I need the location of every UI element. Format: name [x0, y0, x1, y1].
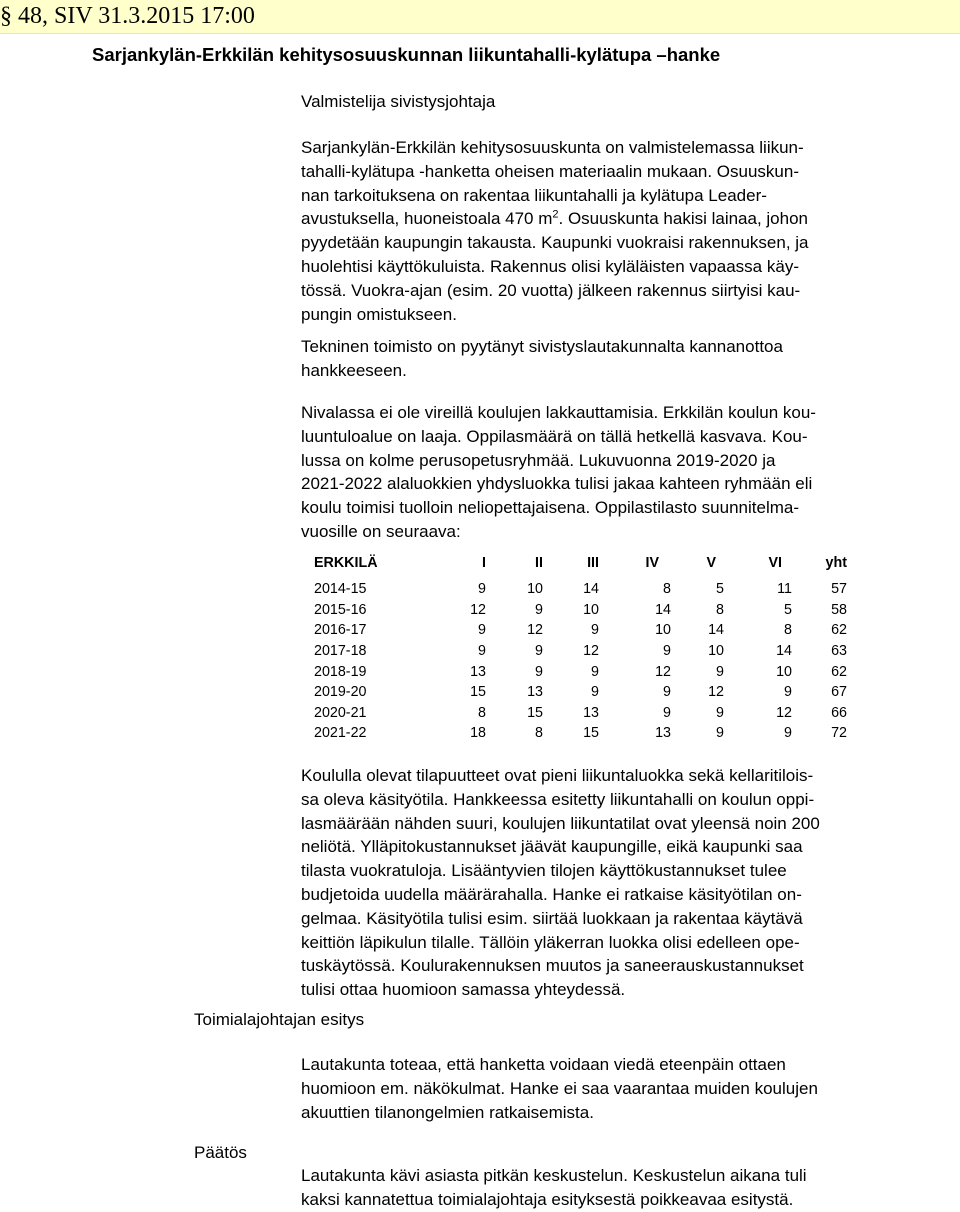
student-count-cell: 13 — [583, 704, 599, 721]
text-line: hankkeeseen. — [301, 360, 407, 380]
text-line: Lautakunta kävi asiasta pitkän keskustelun. Keskustelun aikana tuli — [301, 1166, 807, 1185]
student-count-cell: 9 — [478, 581, 486, 598]
student-count-cell: 9 — [716, 663, 724, 680]
table-header-cell: IV — [645, 555, 659, 571]
paragraph-school-status — [301, 401, 901, 544]
student-count-cell: 12 — [708, 684, 724, 701]
student-count-cell: 13 — [470, 663, 486, 680]
text-line: lussa on kolme perusopetusryhmää. Lukuvuonna 2019-2020 ja — [301, 450, 776, 470]
text-line: 2021-2022 alaluokkien yhdysluokka tulisi jakaa kahteen ryhmään eli — [301, 474, 813, 494]
student-count-cell: 9 — [535, 663, 543, 680]
school-year-cell: 2015-16 — [314, 601, 367, 618]
enrollment-table — [314, 555, 847, 744]
student-count-cell: 8 — [784, 622, 792, 639]
student-count-cell: 9 — [535, 643, 543, 660]
student-count-cell: 9 — [591, 663, 599, 680]
student-count-cell: 9 — [535, 601, 543, 618]
document-title: Sarjankylän-Erkkilän kehitysosuuskunnan liikuntahalli-kylätupa –hanke — [92, 44, 721, 65]
school-year-cell: 2017-18 — [314, 643, 367, 660]
student-count-cell: 12 — [655, 663, 671, 680]
student-count-cell: 15 — [527, 704, 543, 721]
text-line: Nivalassa ei ole vireillä koulujen lakkauttamisia. Erkkilän koulun kou- — [301, 403, 816, 422]
student-count-cell: 58 — [831, 601, 847, 618]
school-year-cell: 2021-22 — [314, 725, 367, 742]
text-line: pyydetään kaupungin takausta. Kaupunki vuokraisi rakennuksen, ja — [301, 233, 809, 253]
area-text-after: . Osuuskunta hakisi lainaa, johon — [558, 209, 809, 229]
text-line: keittiön läpikulun tilalle. Tällöin yläkerran luokka olisi edelleen ope- — [301, 932, 800, 952]
student-count-cell: 66 — [831, 704, 847, 721]
school-year-cell: 2020-21 — [314, 704, 367, 721]
text-line: lasmäärään nähden suuri, koulujen liikuntatilat ovat yleensä noin 200 — [301, 813, 820, 833]
table-header-cell: I — [482, 555, 486, 571]
table-header-row — [314, 555, 847, 579]
table-header-cell: V — [706, 555, 716, 571]
student-count-cell: 9 — [716, 704, 724, 721]
table-row — [314, 661, 847, 682]
text-line: neliötä. Ylläpitokustannukset jäävät kaupungille, eikä kaupunki saa — [301, 837, 803, 857]
text-line: huomioon em. näkökulmat. Hanke ei saa vaarantaa muiden koulujen — [301, 1078, 818, 1098]
student-count-cell: 63 — [831, 643, 847, 660]
student-count-cell: 57 — [831, 581, 847, 598]
table-header-cell: II — [535, 555, 543, 571]
student-count-cell: 10 — [583, 601, 599, 618]
text-line: luuntuloalue on laaja. Oppilasmäärä on tällä hetkellä kasvava. Kou- — [301, 426, 808, 446]
table-row — [314, 600, 847, 621]
school-year-cell: 2018-19 — [314, 663, 367, 680]
paragraph-decision — [301, 1164, 901, 1212]
area-superscript: 2 — [552, 208, 559, 221]
text-line: tilasta vuokratuloja. Lisääntyvien tilojen käyttökustannukset tulee — [301, 861, 787, 881]
student-count-cell: 9 — [663, 643, 671, 660]
section-header: § 48, SIV 31.3.2015 17:00 — [0, 3, 255, 29]
table-row — [314, 620, 847, 641]
student-count-cell: 5 — [784, 601, 792, 618]
text-line: tössä. Vuokra-ajan (esim. 20 vuotta) jälkeen rakennus siirtyisi kau- — [301, 280, 801, 300]
student-count-cell: 9 — [591, 684, 599, 701]
student-count-cell: 8 — [478, 704, 486, 721]
student-count-cell: 12 — [776, 704, 792, 721]
student-count-cell: 14 — [583, 581, 599, 598]
student-count-cell: 62 — [831, 622, 847, 639]
text-line: pungin omistukseen. — [301, 304, 457, 324]
student-count-cell: 14 — [655, 601, 671, 618]
student-count-cell: 72 — [831, 725, 847, 742]
proposal-label: Toimialajohtajan esitys — [194, 1010, 365, 1029]
student-count-cell: 13 — [655, 725, 671, 742]
area-text-before: avustuksella, huoneistoala 470 m — [301, 209, 553, 229]
student-count-cell: 10 — [655, 622, 671, 639]
table-row — [314, 703, 847, 724]
student-count-cell: 67 — [831, 684, 847, 701]
student-count-cell: 12 — [583, 643, 599, 660]
paragraph-technical-office — [301, 335, 901, 383]
student-count-cell: 10 — [527, 581, 543, 598]
preparer-text: Valmistelija sivistysjohtaja — [301, 92, 496, 111]
table-row — [314, 723, 847, 744]
student-count-cell: 10 — [708, 643, 724, 660]
table-header-cell: III — [587, 555, 599, 571]
text-line: budjetoida uudella määrärahalla. Hanke ei ratkaise käsityötilan on- — [301, 884, 802, 904]
text-line: gelmaa. Käsityötila tulisi esim. siirtää luokkaan ja rakentaa käytävä — [301, 908, 803, 928]
student-count-cell: 13 — [527, 684, 543, 701]
student-count-cell: 9 — [663, 704, 671, 721]
text-line: Tekninen toimisto on pyytänyt sivistyslautakunnalta kannanottoa — [301, 337, 783, 356]
student-count-cell: 14 — [708, 622, 724, 639]
student-count-cell: 8 — [535, 725, 543, 742]
table-header-cell: VI — [768, 555, 782, 571]
text-line: Lautakunta toteaa, että hanketta voidaan viedä eteenpäin ottaen — [301, 1055, 786, 1074]
student-count-cell: 9 — [591, 622, 599, 639]
student-count-cell: 5 — [716, 581, 724, 598]
student-count-cell: 9 — [478, 643, 486, 660]
text-line: nan tarkoituksena on rakentaa liikuntahalli ja kylätupa Leader- — [301, 185, 767, 205]
student-count-cell: 14 — [776, 643, 792, 660]
text-line: kaksi kannatettua toimialajohtaja esityksestä poikkeavaa esitystä. — [301, 1189, 794, 1209]
student-count-cell: 15 — [583, 725, 599, 742]
school-year-cell: 2014-15 — [314, 581, 367, 598]
text-line: Sarjankylän-Erkkilän kehitysosuuskunta on valmistelemassa liikun- — [301, 138, 804, 157]
school-year-cell: 2016-17 — [314, 622, 367, 639]
student-count-cell: 18 — [470, 725, 486, 742]
text-line: koulu toimisi tuolloin neliopettajaisena. Oppilastilasto suunnitelma- — [301, 498, 799, 518]
student-count-cell: 8 — [663, 581, 671, 598]
table-row — [314, 682, 847, 703]
text-line: tulisi ottaa huomioon samassa yhteydessä. — [301, 980, 626, 1000]
text-line: tahalli-kylätupa -hanketta oheisen materiaalin mukaan. Osuuskun- — [301, 161, 799, 181]
student-count-cell: 9 — [784, 684, 792, 701]
student-count-cell: 9 — [784, 725, 792, 742]
text-line: huolehtisi käyttökuluista. Rakennus olisi kyläläisten vapaassa käy- — [301, 256, 799, 276]
header-bar — [0, 0, 960, 34]
text-line: vuosille on seuraava: — [301, 521, 461, 541]
table-header-cell: ERKKILÄ — [314, 555, 378, 571]
table-row — [314, 579, 847, 600]
student-count-cell: 15 — [470, 684, 486, 701]
paragraph-proposal — [301, 1053, 901, 1124]
text-line: akuuttien tilanongelmien ratkaisemista. — [301, 1102, 594, 1122]
table-row — [314, 641, 847, 662]
preparer-line — [301, 90, 901, 114]
school-year-cell: 2019-20 — [314, 684, 367, 701]
student-count-cell: 9 — [716, 725, 724, 742]
student-count-cell: 9 — [663, 684, 671, 701]
student-count-cell: 10 — [776, 663, 792, 680]
paragraph-project — [301, 136, 901, 326]
text-line: Koululla olevat tilapuutteet ovat pieni liikuntaluokka sekä kellaritilois- — [301, 766, 814, 785]
table-header-cell: yht — [825, 555, 847, 571]
decision-label: Päätös — [194, 1143, 247, 1162]
text-line-area — [301, 207, 901, 231]
student-count-cell: 9 — [478, 622, 486, 639]
student-count-cell: 12 — [470, 601, 486, 618]
text-line: tuskäytössä. Koulurakennuksen muutos ja saneerauskustannukset — [301, 956, 804, 976]
student-count-cell: 8 — [716, 601, 724, 618]
student-count-cell: 11 — [777, 581, 792, 598]
student-count-cell: 62 — [831, 663, 847, 680]
paragraph-facility-assessment — [301, 764, 901, 1002]
student-count-cell: 12 — [527, 622, 543, 639]
text-line: sa oleva käsityötila. Hankkeessa esitetty liikuntahalli on koulun oppi- — [301, 789, 815, 809]
